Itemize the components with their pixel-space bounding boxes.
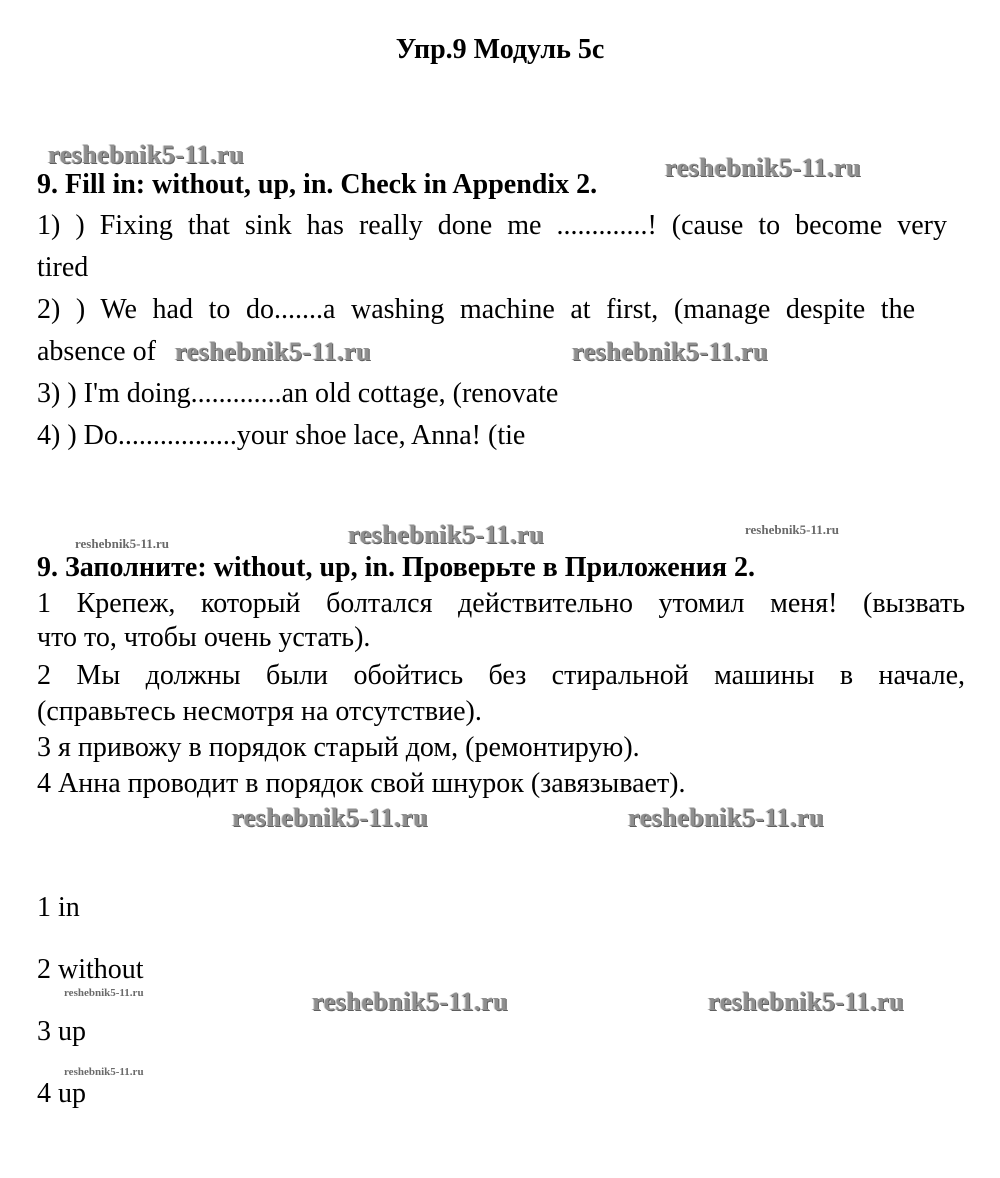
exercise-line-en: 1) ) Fixing that sink has really done me .............! (cause to become very <box>37 210 947 241</box>
exercise-line-en: 3) ) I'm doing.............an old cottage, (renovate <box>37 378 559 409</box>
answer-item: 2 without <box>37 954 144 985</box>
watermark: reshebnik5-11.ru <box>175 337 372 366</box>
exercise-line-en: absence of <box>37 336 156 367</box>
exercise-line-ru: (справьтесь несмотря на отсутствие). <box>37 696 482 727</box>
watermark: reshebnik5-11.ru <box>64 987 144 999</box>
watermark: reshebnik5-11.ru <box>48 140 245 169</box>
exercise-line-en: tired <box>37 252 89 283</box>
exercise-line-ru: что то, чтобы очень устать). <box>37 622 371 653</box>
watermark: reshebnik5-11.ru <box>232 803 429 832</box>
exercise-line-ru: 4 Анна проводит в порядок свой шнурок (завязывает). <box>37 768 686 799</box>
watermark: reshebnik5-11.ru <box>708 987 905 1016</box>
exercise-line-ru: 3 я привожу в порядок старый дом, (ремонтирую). <box>37 732 640 763</box>
watermark: reshebnik5-11.ru <box>348 520 545 549</box>
answer-item: 4 up <box>37 1078 86 1109</box>
exercise-heading-ru: 9. Заполните: without, up, in. Проверьте в Приложения 2. <box>37 552 756 583</box>
exercise-heading-en: 9. Fill in: without, up, in. Check in Appendix 2. <box>37 169 598 200</box>
watermark: reshebnik5-11.ru <box>745 522 840 537</box>
watermark: reshebnik5-11.ru <box>75 536 170 551</box>
answer-item: 3 up <box>37 1016 86 1047</box>
exercise-line-ru: 2 Мы должны были обойтись без стиральной машины в начале, <box>37 660 965 691</box>
watermark: reshebnik5-11.ru <box>628 803 825 832</box>
watermark: reshebnik5-11.ru <box>665 153 862 182</box>
exercise-line-ru: 1 Крепеж, который болтался действительно утомил меня! (вызвать <box>37 588 965 619</box>
exercise-line-en: 4) ) Do.................your shoe lace, Anna! (tie <box>37 420 526 451</box>
page-title: Упр.9 Модуль 5с <box>395 34 605 65</box>
watermark: reshebnik5-11.ru <box>572 337 769 366</box>
watermark: reshebnik5-11.ru <box>312 987 509 1016</box>
watermark: reshebnik5-11.ru <box>64 1066 144 1078</box>
answer-item: 1 in <box>37 892 80 923</box>
exercise-line-en: 2) ) We had to do.......a washing machine at first, (manage despite the <box>37 294 915 325</box>
